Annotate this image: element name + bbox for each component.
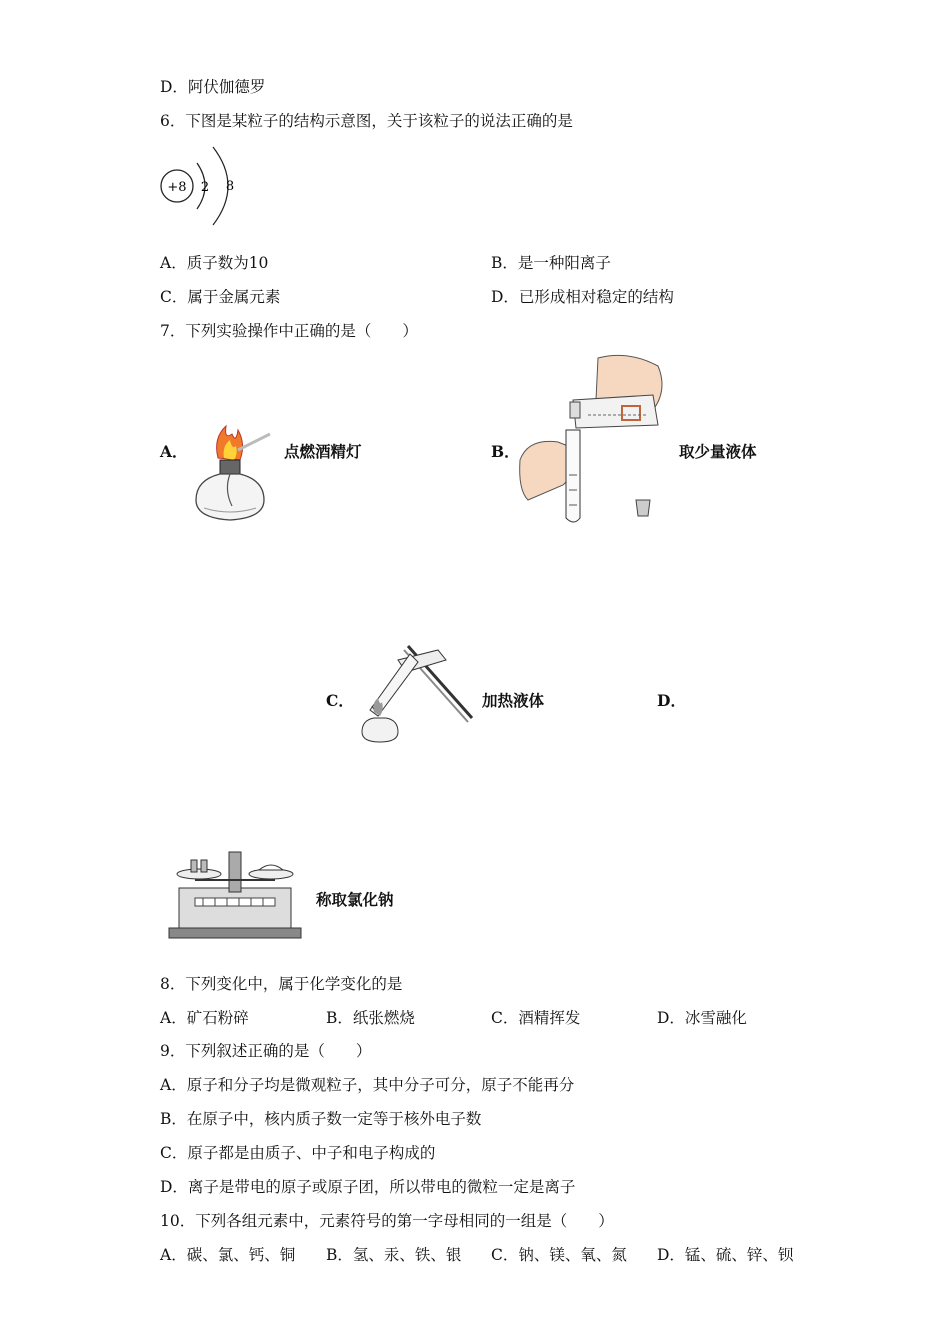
q6-option-d: D．已形成相对稳定的结构 (491, 288, 674, 306)
shell2-electrons: 8 (225, 179, 235, 194)
atom-structure-diagram (155, 145, 255, 230)
q9-option-b: B．在原子中，核内质子数一定等于核外电子数 (160, 1110, 482, 1128)
q6-option-b: B．是一种阳离子 (491, 254, 611, 272)
q9-option-c: C．原子都是由质子、中子和电子构成的 (160, 1144, 436, 1162)
q8-option-d: D．冰雪融化 (657, 1009, 747, 1027)
q9-option-d: D．离子是带电的原子或原子团，所以带电的微粒一定是离子 (160, 1178, 576, 1196)
q10-option-b: B．氢、汞、铁、银 (326, 1246, 462, 1264)
shell1-electrons: 2 (200, 180, 210, 195)
q7-option-c-caption: 加热液体 (482, 691, 545, 710)
q7-option-a-caption: 点燃酒精灯 (284, 442, 362, 461)
q7-option-b-letter: B． (491, 442, 520, 461)
q7-option-d-letter: D． (657, 691, 686, 710)
q10-option-c: C．钠、镁、氧、氮 (491, 1246, 627, 1264)
q10-option-a: A．碳、氯、钙、铜 (160, 1246, 296, 1264)
heating-liquid-illustration (358, 640, 478, 745)
q10-stem: 10．下列各组元素中，元素符号的第一字母相同的一组是（ ） (160, 1212, 614, 1230)
q7-option-b-caption: 取少量液体 (679, 442, 757, 461)
q8-stem: 8．下列变化中，属于化学变化的是 (160, 975, 403, 993)
balance-scale-illustration (165, 850, 305, 942)
q7-option-a-letter: A． (160, 442, 188, 461)
alcohol-lamp-lighting-illustration (188, 420, 278, 525)
pouring-liquid-illustration (518, 350, 668, 528)
q8-option-a: A．矿石粉碎 (160, 1009, 249, 1027)
q7-option-c-letter: C． (326, 691, 354, 710)
q6-stem: 6．下图是某粒子的结构示意图，关于该粒子的说法正确的是 (160, 112, 573, 130)
nucleus-charge: +8 (167, 180, 187, 195)
q7-option-d-caption: 称取氯化钠 (316, 890, 394, 909)
q6-option-a: A．质子数为10 (160, 254, 269, 272)
q5-option-d: D．阿伏伽德罗 (160, 78, 266, 96)
q7-stem: 7．下列实验操作中正确的是（ ） (160, 322, 418, 340)
q8-option-b: B．纸张燃烧 (326, 1009, 415, 1027)
q10-option-d: D．锰、硫、锌、钡 (657, 1246, 794, 1264)
q9-stem: 9．下列叙述正确的是（ ） (160, 1042, 372, 1060)
q8-option-c: C．酒精挥发 (491, 1009, 581, 1027)
q6-option-c: C．属于金属元素 (160, 288, 281, 306)
q9-option-a: A．原子和分子均是微观粒子，其中分子可分，原子不能再分 (160, 1076, 575, 1094)
